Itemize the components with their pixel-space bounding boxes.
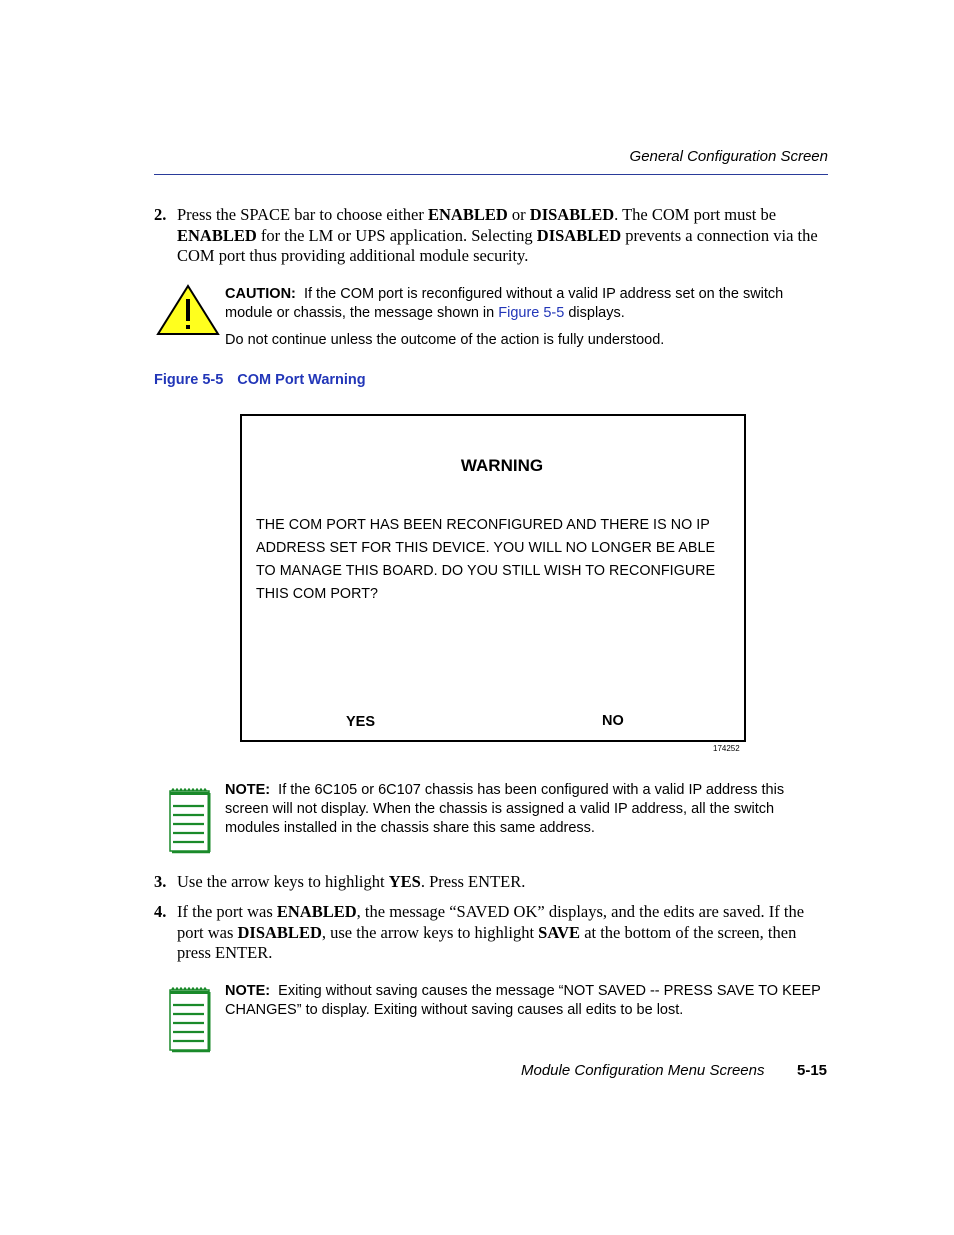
note-body: Exiting without saving causes the message “NOT SAVED -- PRESS SAVE TO KEEP CHANGES” to display. Exiting without saving causes all edits to be lost.	[225, 983, 821, 1018]
caution-followup: Do not continue unless the outcome of the action is fully understood.	[225, 332, 665, 348]
caution-text	[225, 285, 830, 323]
yes-option: YES	[346, 714, 376, 730]
warning-line: THE COM PORT HAS BEEN RECONFIGURED AND THERE IS NO IP	[256, 517, 710, 533]
text-run: or	[507, 205, 530, 224]
note-label: NOTE:	[225, 782, 271, 798]
bold-term: DISABLED	[237, 922, 322, 942]
figure-caption	[154, 372, 366, 388]
note-label: NOTE:	[225, 983, 271, 999]
warning-message	[256, 514, 736, 606]
figure-id: 174252	[713, 744, 740, 753]
bold-term: ENABLED	[276, 902, 357, 921]
caution-label: CAUTION:	[225, 286, 296, 302]
warning-title: WARNING	[460, 456, 544, 475]
warning-line: ADDRESS SET FOR THIS DEVICE. YOU WILL NO LONGER BE ABLE	[256, 540, 716, 556]
note-2-text	[225, 982, 830, 1020]
step-text	[177, 902, 830, 964]
caution-body: If the COM port is reconfigured without a valid IP address set on the switch module or chassis, the message shown in	[225, 286, 784, 321]
warning-screen	[240, 414, 746, 742]
bold-term: DISABLED	[529, 205, 615, 224]
running-header: General Configuration Screen	[629, 148, 828, 165]
text-run: . The COM port must be	[614, 205, 777, 224]
step-2	[154, 205, 830, 267]
running-footer: Module Configuration Menu Screens	[521, 1062, 765, 1079]
bold-term: SAVE	[538, 922, 581, 942]
text-run: for the LM or UPS application. Selecting	[256, 225, 537, 245]
warning-line: THIS COM PORT?	[256, 586, 378, 602]
text-run: prevents a connection via the COM port thus providing additional module security.	[177, 225, 818, 265]
text-run: . Press ENTER.	[420, 872, 526, 891]
note-body: If the 6C105 or 6C107 chassis has been configured with a valid IP address this screen will not display. When the chassis is assigned a valid IP address, all the switch modules installed in the chassis share this same address.	[225, 782, 785, 836]
step-number: 4.	[154, 902, 167, 921]
caution-triangle-icon	[156, 284, 220, 336]
text-run: at the bottom of the screen, then press ENTER.	[177, 922, 797, 962]
caution-body-end: displays.	[568, 305, 625, 321]
figure-label: Figure 5-5	[154, 372, 224, 388]
text-run: Use the arrow keys to highlight	[177, 872, 389, 891]
note-1-text	[225, 781, 830, 838]
step-3	[154, 872, 830, 893]
bold-term: DISABLED	[536, 225, 622, 245]
text-run: , use the arrow keys to highlight	[321, 922, 539, 942]
text-run: , the message “SAVED OK” displays, and the edits are saved. If the port was	[177, 902, 805, 942]
step-4	[154, 902, 830, 964]
step-text	[177, 872, 830, 893]
header-rule	[154, 174, 828, 175]
bold-term: ENABLED	[177, 225, 257, 245]
step-number: 3.	[154, 872, 167, 891]
notepad-icon	[166, 786, 212, 854]
step-number: 2.	[154, 205, 167, 224]
page-number: 5-15	[797, 1062, 828, 1079]
figure-link[interactable]: Figure 5-5	[498, 305, 565, 321]
text-run: Press the SPACE bar to choose either	[177, 205, 428, 224]
bold-term: ENABLED	[428, 205, 508, 224]
figure-name: COM Port Warning	[237, 372, 366, 388]
bold-term: YES	[388, 872, 421, 891]
step-text	[177, 205, 830, 267]
notepad-icon	[166, 985, 212, 1053]
no-option: NO	[602, 713, 624, 729]
text-run: If the port was	[177, 902, 277, 921]
warning-line: TO MANAGE THIS BOARD. DO YOU STILL WISH TO RECONFIGURE	[256, 563, 716, 579]
